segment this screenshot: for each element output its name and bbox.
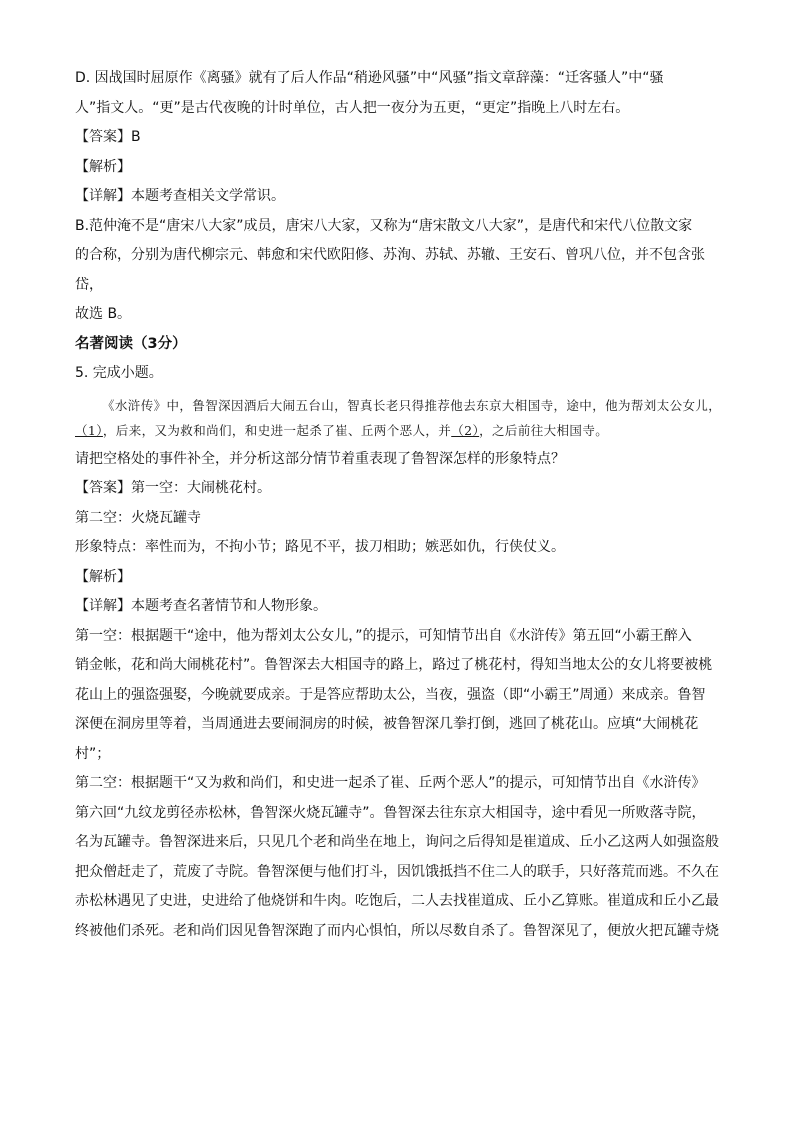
first-blank-line-4: 深便在洞房里等着，当周通进去要闹洞房的时候，被鲁智深几拳打倒，逃回了桃花山。应填“大闹桃花 xyxy=(75,716,699,732)
first-blank-line-2: 销金帐，花和尚大闹桃花村”。鲁智深去大相国寺的路上，路过了桃花村，得知当地太公的女儿将要被桃 xyxy=(75,657,713,673)
answer-1-label: 【答案】 xyxy=(75,129,131,145)
analysis-2-label: 【解析】 xyxy=(75,568,131,585)
option-d-line-1: D. 因战国时屈原作《离骚》就有了后人作品“稍逊风骚”中“风骚”指文章辞藻：“迁客骚人”中“骚 xyxy=(75,70,664,86)
quote-part-2c: ，之后前往大相国 xyxy=(479,422,583,438)
question-prompt: 请把空格处的事件补全，并分析这部分情节着重表现了鲁智深怎样的形象特点？ xyxy=(75,450,565,467)
question-5: 5. 完成小题。 xyxy=(75,365,163,381)
quoted-passage xyxy=(75,393,725,443)
detail-1-text: 本题考查相关文学常识。 xyxy=(131,188,285,204)
second-blank-line-1: 第二空：根据题干“又为救和尚们，和史进一起杀了崔、丘两个恶人”的提示，可知情节出自《水浒传》 xyxy=(75,775,706,791)
answer-2 xyxy=(75,474,725,504)
explanation-b-line-2: 的合称，分别为唐代柳宗元、韩愈和宋代欧阳修、苏洵、苏轼、苏辙、王安石、曾巩八位，并不包含张 xyxy=(75,247,705,263)
quote-part-2b: ，后来，又为救和尚们，和史进一起杀了崔、丘两个恶人，并 xyxy=(102,422,452,438)
analysis-1-label: 【解析】 xyxy=(75,158,131,175)
explanation-b-line-3: 岱， xyxy=(75,276,103,293)
detail-2 xyxy=(75,592,725,622)
first-blank-line-3: 花山上的强盗强娶，今晚就要成亲。于是答应帮助太公，当夜，强盗（即“小霸王”周通）来成亲。鲁智 xyxy=(75,686,706,703)
second-blank-line-4: 把众僧赶走了，荒废了寺院。鲁智深便与他们打斗，因饥饿抵挡不住二人的联手，只好落荒而逃。不久在 xyxy=(75,863,719,880)
explanation-b-line-1: B.范仲淹不是“唐宋八大家”成员，唐宋八大家，又称为“唐宋散文八大家”，是唐代和宋代八位散文家 xyxy=(75,217,693,234)
blank-2-answer: 第二空：火烧瓦罐寺 xyxy=(75,509,201,526)
section-title: 名著阅读（3分） xyxy=(75,335,187,352)
first-blank-line-5: 村”； xyxy=(75,745,111,762)
quote-line-1: 《水浒传》中，鲁智深因酒后大闹五台山，智真长老只得推荐他去东京大相国寺，途中，他为帮刘太 xyxy=(102,397,670,413)
quote-part-2a: 公女儿， xyxy=(669,397,722,413)
option-d-line-2: 人”指文人。“更”是古代夜晚的计时单位，古人把一夜分为五更，“更定”指晚上八时左右。 xyxy=(75,99,630,116)
second-blank-line-6: 终被他们杀死。老和尚们因见鲁智深跑了而内心惧怕，所以尽数自杀了。鲁智深见了，便放火把瓦罐寺烧 xyxy=(75,922,719,939)
blank-1: （1） xyxy=(75,422,103,438)
detail-2-text: 本题考查名著情节和人物形象。 xyxy=(131,598,327,614)
answer-1 xyxy=(75,123,725,153)
answer-2-value: 第一空：大闹桃花村。 xyxy=(131,480,271,496)
blank-2: （2） xyxy=(451,422,480,438)
answer-1-value: B xyxy=(131,129,141,145)
first-blank-line-1: 第一空：根据题干“途中，他为帮刘太公女儿，”的提示，可知情节出自《水浒传》第五回“小霸王醉入 xyxy=(75,627,692,644)
detail-1-label: 【详解】 xyxy=(75,188,131,204)
character-traits: 形象特点：率性而为，不拘小节；路见不平，拔刀相助；嫉恶如仇，行侠仗义。 xyxy=(75,539,565,555)
answer-2-label: 【答案】 xyxy=(75,480,131,496)
second-blank-line-5: 赤松林遇见了史进，史进给了他烧饼和牛肉。吃饱后，二人去找崔道成、丘小乙算账。崔道成和丘小乙最 xyxy=(75,893,719,909)
second-blank-line-2: 第六回“九纹龙剪径赤松林，鲁智深火烧瓦罐寺”。鲁智深去往东京大相国寺，途中看见一所败落寺院， xyxy=(75,804,706,821)
choose-line: 故选 B。 xyxy=(75,306,132,322)
quote-line-3: 寺。 xyxy=(582,422,609,438)
second-blank-line-3: 名为瓦罐寺。鲁智深进来后，只见几个老和尚坐在地上，询问之后得知是崔道成、丘小乙这两人如强盗般 xyxy=(75,834,719,850)
document-content xyxy=(75,64,725,946)
detail-1 xyxy=(75,182,725,212)
detail-2-label: 【详解】 xyxy=(75,598,131,614)
